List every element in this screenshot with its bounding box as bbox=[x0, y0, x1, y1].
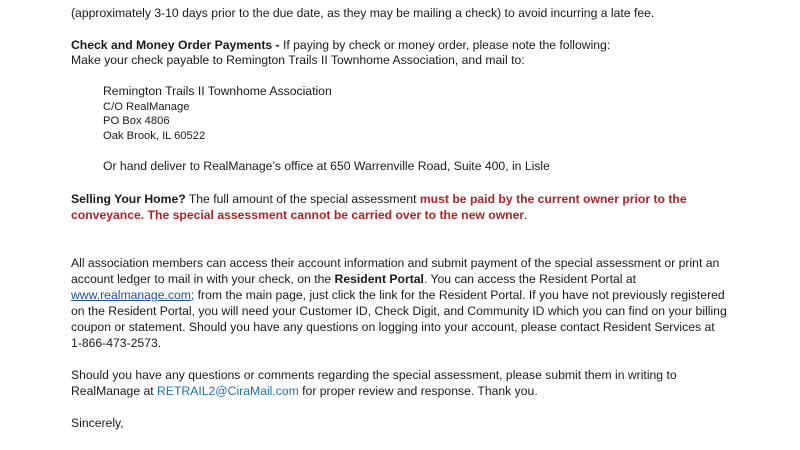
selling-line-2 bbox=[71, 207, 528, 223]
selling-text: The full amount of the special assessment bbox=[185, 192, 420, 206]
selling-line-1 bbox=[71, 191, 687, 207]
resident-portal-label: Resident Portal bbox=[334, 272, 424, 286]
portal-line-4: on the Resident Portal, you will need your Customer ID, Check Digit, and Community ID which you can find on your billing bbox=[71, 304, 727, 318]
portal-line-5: coupon or statement. Should you have any questions on logging into your account, please contact Resident Services at bbox=[71, 320, 715, 334]
questions-text-2b: for proper review and response. Thank you. bbox=[298, 384, 538, 398]
questions-line-1: Should you have any questions or comments regarding the special assessment, please submit them in writing to bbox=[71, 368, 677, 382]
selling-end: . bbox=[524, 208, 528, 222]
portal-text-3b: from the main page, just click the link for the Resident Portal. If you have not previously registered bbox=[194, 288, 725, 302]
portal-text-2c: . You can access the Resident Portal at bbox=[423, 272, 636, 286]
selling-warning-2: conveyance. The special assessment cannot be carried over to the new owner bbox=[71, 208, 525, 222]
address-name: Remington Trails II Townhome Association bbox=[103, 84, 332, 98]
email-link[interactable]: RETRAIL2@CiraMail.com bbox=[157, 384, 299, 398]
check-payable-line: Make your check payable to Remington Trails II Townhome Association, and mail to: bbox=[71, 53, 525, 67]
address-city: Oak Brook, IL 60522 bbox=[103, 130, 206, 142]
address-co: C/O RealManage bbox=[103, 101, 190, 113]
check-heading: Check and Money Order Payments - bbox=[71, 38, 280, 52]
check-heading-rest: If paying by check or money order, please note the following: bbox=[279, 38, 611, 52]
closing: Sincerely, bbox=[71, 416, 124, 430]
hand-deliver-line: Or hand deliver to RealManage’s office at 650 Warrenville Road, Suite 400, in Lisle bbox=[103, 159, 550, 173]
portal-line-3 bbox=[71, 287, 725, 303]
portal-text-2a: account ledger to mail in with your check, on the bbox=[71, 272, 335, 286]
address-po: PO Box 4806 bbox=[103, 115, 170, 127]
selling-label: Selling Your Home? bbox=[71, 192, 186, 206]
questions-line-2 bbox=[71, 383, 538, 399]
selling-warning-1: must be paid by the current owner prior to the bbox=[419, 192, 687, 206]
questions-text-2a: RealManage at bbox=[71, 384, 158, 398]
portal-line-2 bbox=[71, 271, 636, 287]
portal-line-6: 1-866-473-2573. bbox=[71, 336, 162, 350]
intro-line: (approximately 3-10 days prior to the due date, as they may be mailing a check) to avoid incurring a late fee. bbox=[71, 6, 655, 20]
portal-line-1: All association members can access their account information and submit payment of the special assessment or print an bbox=[71, 256, 720, 270]
check-section-heading-line bbox=[71, 37, 610, 53]
realmanage-link[interactable]: www.realmanage.com; bbox=[71, 288, 195, 302]
